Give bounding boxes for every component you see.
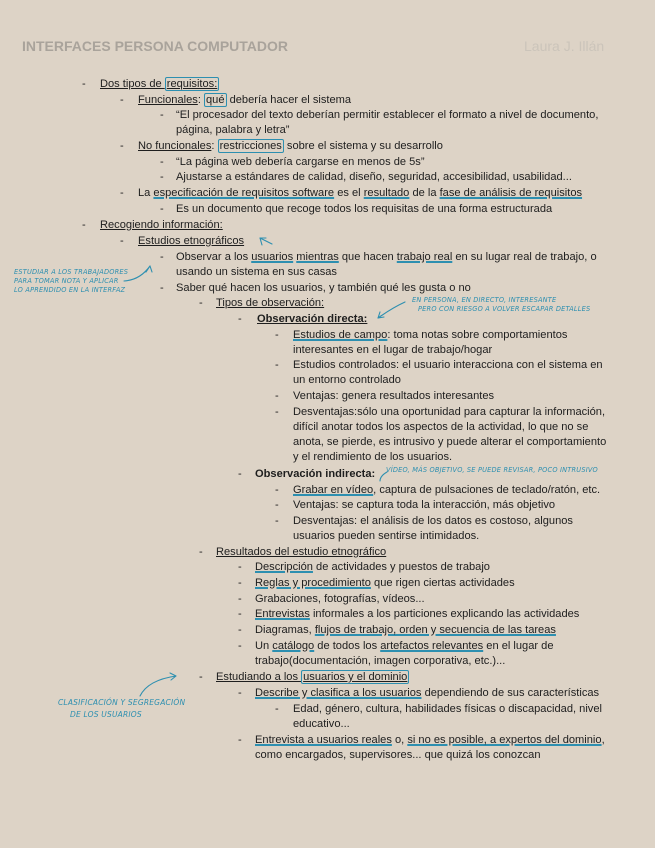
list-item-continuation: usuarios pueden sentirse intimidados. [293, 530, 480, 542]
bullet-dash: - [160, 171, 164, 183]
bullet-dash: - [82, 78, 86, 90]
bullet-dash: - [120, 235, 124, 247]
list-item: Edad, género, cultura, habilidades físicas o discapacidad, nivel [293, 703, 602, 715]
bullet-dash: - [160, 203, 164, 215]
bullet-dash: - [275, 499, 279, 511]
list-item: “La página web debería cargarse en menos de 5s” [176, 156, 425, 168]
list-item: Es un documento que recoge todos los requisitas de una forma estructurada [176, 203, 553, 215]
list-item: No funcionales: restricciones sobre el sistema y su desarrollo [138, 140, 443, 152]
list-item: Estudios etnográficos [138, 235, 245, 247]
bullet-dash: - [120, 94, 124, 106]
bullet-dash: - [199, 671, 203, 683]
list-item: “El procesador del texto deberían permitir establecer el formato a nivel de documento, [176, 109, 599, 121]
list-item-continuation: difícil anotar todos los aspectos de la actividad, lo que no se [293, 421, 589, 433]
bullet-dash: - [120, 140, 124, 152]
list-item: Ventajas: se captura toda la interacción, más objetivo [293, 499, 556, 511]
bullet-dash: - [238, 608, 242, 620]
list-item: Dos tipos de requisitos: [100, 78, 218, 90]
list-item: Observar a los usuarios mientras que hacen trabajo real en su lugar real de trabajo, o [176, 251, 597, 263]
list-item: Estudiando a los usuarios y el dominio [216, 671, 408, 683]
bullet-dash: - [199, 297, 203, 309]
list-item: Estudios controlados: el usuario interacciona con el sistema en [293, 359, 603, 371]
list-item: Desventajas:sólo una oportunidad para capturar la información, [293, 406, 606, 418]
bullet-dash: - [275, 329, 279, 341]
bullet-dash: - [275, 406, 279, 418]
bullet-dash: - [238, 561, 242, 573]
list-item: Observación indirecta: [255, 468, 376, 480]
list-item-continuation: interesantes en el lugar de trabajo/hogar [293, 344, 493, 356]
list-item-continuation: y el rendimiento de los usuarios. [293, 451, 453, 463]
bullet-dash: - [82, 219, 86, 231]
bullet-dash: - [275, 515, 279, 527]
list-item: Estudios de campo: toma notas sobre comportamientos [293, 329, 568, 341]
bullet-dash: - [160, 282, 164, 294]
list-item: Entrevista a usuarios reales o, si no es posible, a expertos del dominio, [255, 734, 605, 746]
list-item-continuation: un entorno controlado [293, 374, 401, 386]
author-name: Laura J. Illán [524, 38, 605, 54]
list-item: Grabaciones, fotografías, vídeos... [255, 593, 425, 605]
list-item: Observación directa: [257, 313, 368, 325]
bullet-dash: - [199, 546, 203, 558]
list-item: Ventajas: genera resultados interesantes [293, 390, 495, 402]
bullet-dash: - [160, 251, 164, 263]
list-item: Diagramas, flujos de trabajo, orden y secuencia de las tareas [255, 624, 556, 636]
bullet-dash: - [238, 687, 242, 699]
document-title: INTERFACES PERSONA COMPUTADOR [22, 38, 289, 54]
list-item: Resultados del estudio etnográfico [216, 546, 387, 558]
list-item: Recogiendo información: [100, 219, 223, 231]
bullet-dash: - [238, 577, 242, 589]
list-item: Reglas y procedimiento que rigen ciertas actividades [255, 577, 515, 589]
bullet-dash: - [275, 484, 279, 496]
handwritten-note-usuarios: CLASIFICACIÓN Y SEGREGACIÓN DE LOS USUARIOS [58, 698, 186, 719]
bullet-dash: - [238, 593, 242, 605]
list-item: Descripción de actividades y puestos de trabajo [255, 561, 490, 573]
bullet-dash: - [160, 109, 164, 121]
handwritten-note-directa: EN PERSONA, EN DIRECTO, INTERESANTE PERO CON RIESGO A VOLVER ESCAPAR DETALLES [412, 296, 591, 313]
bullet-dash: - [238, 313, 242, 325]
list-item: Funcionales: qué debería hacer el sistema [138, 94, 352, 106]
list-item-continuation: anota, se pierde, es intrusivo y puede alterar el comportamiento [293, 436, 607, 448]
handwritten-note-etnografia: ESTUDIAR A LOS TRABAJADORES PARA TOMAR NOTA Y APLICAR LO APRENDIDO EN LA INTERFAZ [14, 268, 129, 294]
list-item: Grabar en vídeo, captura de pulsaciones de teclado/ratón, etc. [293, 484, 601, 496]
bullet-dash: - [275, 359, 279, 371]
list-item-continuation: usando un sistema en sus casas [176, 266, 337, 278]
list-item: Desventajas: el análisis de los datos es costoso, algunos [293, 515, 573, 527]
handwritten-note-indirecta: VÍDEO, MÁS OBJETIVO, SE PUEDE REVISAR, POCO INTRUSIVO [386, 466, 598, 474]
list-item-continuation: educativo... [293, 718, 350, 730]
bullet-dash: - [275, 703, 279, 715]
bullet-dash: - [120, 187, 124, 199]
list-item-continuation: página, palabra y letra” [176, 124, 290, 136]
list-item: Ajustarse a estándares de calidad, diseño, seguridad, accesibilidad, usabilidad... [176, 171, 572, 183]
bullet-dash: - [275, 390, 279, 402]
bullet-dash: - [160, 156, 164, 168]
bullet-dash: - [238, 624, 242, 636]
bullet-dash: - [238, 640, 242, 652]
list-item-continuation: trabajo(documentación, imagen corporativa, etc.)... [255, 655, 506, 667]
bullet-dash: - [238, 468, 242, 480]
bullet-dash: - [238, 734, 242, 746]
list-item: Describe y clasifica a los usuarios dependiendo de sus características [255, 687, 600, 699]
list-item: Tipos de observación: [216, 297, 325, 309]
list-item: Entrevistas informales a los particiones explicando las actividades [255, 608, 580, 620]
list-item-continuation: como encargados, supervisores... que quizá los conozcan [255, 749, 541, 761]
list-item: La especificación de requisitos software es el resultado de la fase de análisis de requisitos [138, 187, 583, 199]
list-item: Un catálogo de todos los artefactos relevantes en el lugar de [255, 640, 554, 652]
list-item: Saber qué hacen los usuarios, y también qué les gusta o no [176, 282, 471, 294]
